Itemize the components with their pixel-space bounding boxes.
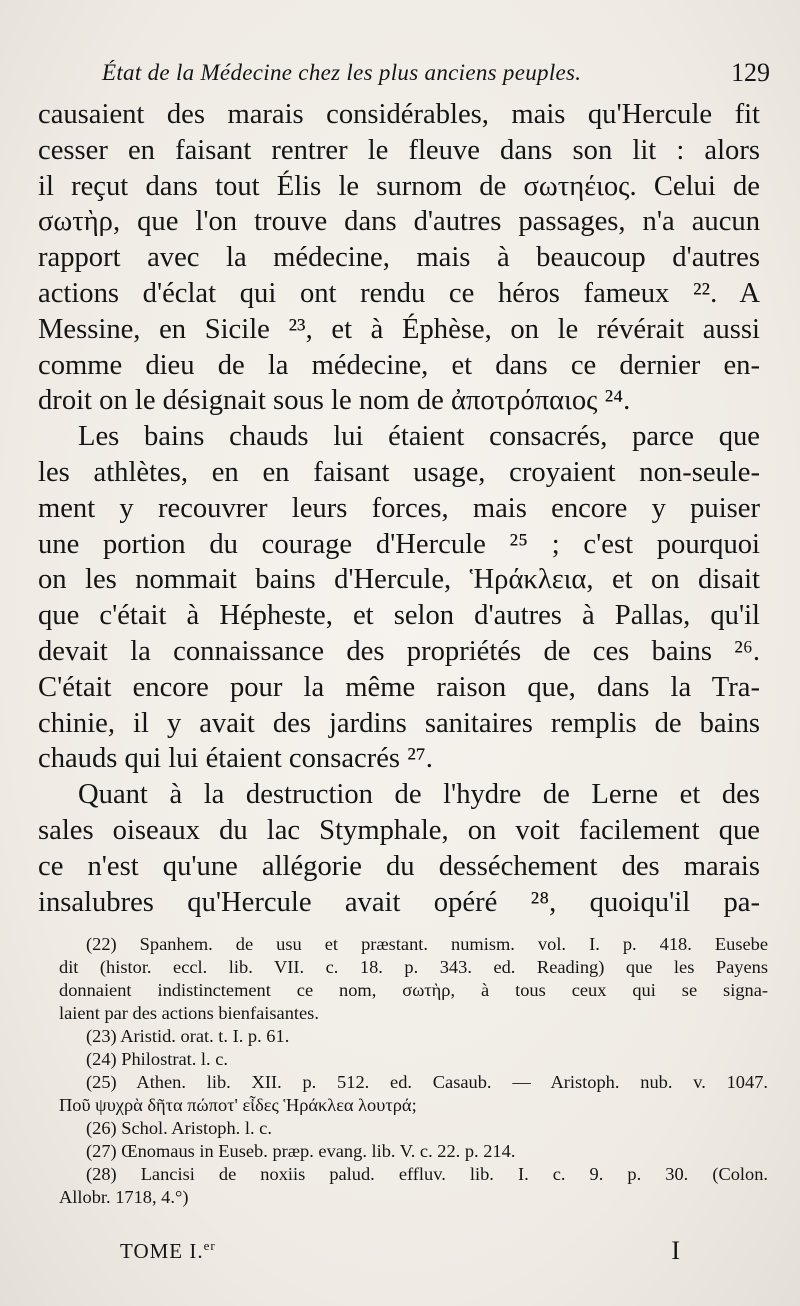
signature-superscript: er	[203, 1238, 216, 1253]
text-line: sales oiseaux du lac Stymphale, on voit facilement que	[38, 814, 760, 846]
text-line: σωτὴρ, que l'on trouve dans d'autres passages, n'a aucun	[38, 206, 760, 238]
text-line: il reçut dans tout Élis le surnom de σωτηέιος. Celui de	[38, 170, 760, 202]
text-line: Quant à la destruction de l'hydre de Lerne et des	[78, 779, 760, 811]
footnote-line: dit (histor. eccl. lib. VII. c. 18. p. 343. ed. Reading) que les Payens	[59, 957, 768, 977]
footnote-line: (25) Athen. lib. XII. p. 512. ed. Casaub. — Aristoph. nub. v. 1047.	[86, 1072, 768, 1092]
footnote-line: (28) Lancisi de noxiis palud. effluv. lib. I. c. 9. p. 30. (Colon.	[86, 1164, 768, 1184]
footnote-line: (27) Œnomaus in Euseb. præp. evang. lib. V. c. 22. p. 214.	[86, 1141, 516, 1161]
text-line: une portion du courage d'Hercule ²⁵ ; c'est pourquoi	[38, 528, 760, 560]
text-line: cesser en faisant rentrer le fleuve dans son lit : alors	[38, 134, 760, 166]
footnote-line: Ποῦ ψυχρὰ δῆτα πώποτ' εἶδες Ἡράκλεα λουτρά;	[59, 1095, 417, 1115]
signature-text: TOME I.	[120, 1239, 204, 1263]
footnote-line: (22) Spanhem. de usu et præstant. numism. vol. I. p. 418. Eusebe	[86, 934, 768, 954]
text-line: devait la connaissance des propriétés de ces bains ²⁶.	[38, 635, 760, 667]
sheet-mark: I	[671, 1236, 680, 1265]
volume-signature	[120, 1238, 216, 1264]
text-line: Les bains chauds lui étaient consacrés, parce que	[78, 421, 760, 453]
footnote-line: donnaient indistinctement ce nom, σωτὴρ, à tous ceux qui se signa-	[59, 980, 768, 1000]
page-header	[100, 56, 770, 92]
text-line: ment y recouvrer leurs forces, mais encore y puiser	[38, 492, 760, 524]
text-line: chinie, il y avait des jardins sanitaires remplis de bains	[38, 707, 760, 739]
text-line: chauds qui lui étaient consacrés ²⁷.	[38, 743, 433, 775]
text-line: causaient des marais considérables, mais qu'Hercule fit	[38, 99, 760, 130]
text-line: comme dieu de la médecine, et dans ce dernier en-	[38, 349, 760, 381]
text-line: ce n'est qu'une allégorie du desséchement des marais	[38, 850, 760, 882]
text-line: les athlètes, en en faisant usage, croyaient non-seule-	[38, 456, 760, 488]
text-line: insalubres qu'Hercule avait opéré ²⁸, quoiqu'il pa-	[38, 886, 760, 918]
footnote-line: Allobr. 1718, 4.°)	[59, 1187, 189, 1207]
text-line: actions d'éclat qui ont rendu ce héros fameux ²². A	[38, 277, 760, 309]
text-line: on les nommait bains d'Hercule, Ἡράκλεια, et on disait	[38, 564, 760, 596]
running-title: État de la Médecine chez les plus anciens peuples.	[102, 60, 582, 85]
text-line: que c'était à Hépheste, et selon d'autres à Pallas, qu'il	[38, 600, 760, 632]
footnote-line: (23) Aristid. orat. t. I. p. 61.	[86, 1026, 290, 1046]
footnote-line: laient par des actions bienfaisantes.	[59, 1003, 319, 1023]
footnote-line: (26) Schol. Aristoph. l. c.	[86, 1118, 272, 1138]
footnote-line: (24) Philostrat. l. c.	[86, 1049, 228, 1069]
text-line: rapport avec la médecine, mais à beaucoup d'autres	[38, 242, 760, 274]
page-footer	[120, 1238, 680, 1270]
main-text	[38, 97, 760, 920]
text-line: Messine, en Sicile ²³, et à Éphèse, on le révérait aussi	[38, 313, 760, 345]
footnotes	[59, 933, 768, 1209]
text-line: droit on le désignait sous le nom de ἀποτρόπαιος ²⁴.	[38, 385, 631, 417]
page-number: 129	[731, 58, 770, 87]
text-line: C'était encore pour la même raison que, dans la Tra-	[38, 671, 760, 703]
